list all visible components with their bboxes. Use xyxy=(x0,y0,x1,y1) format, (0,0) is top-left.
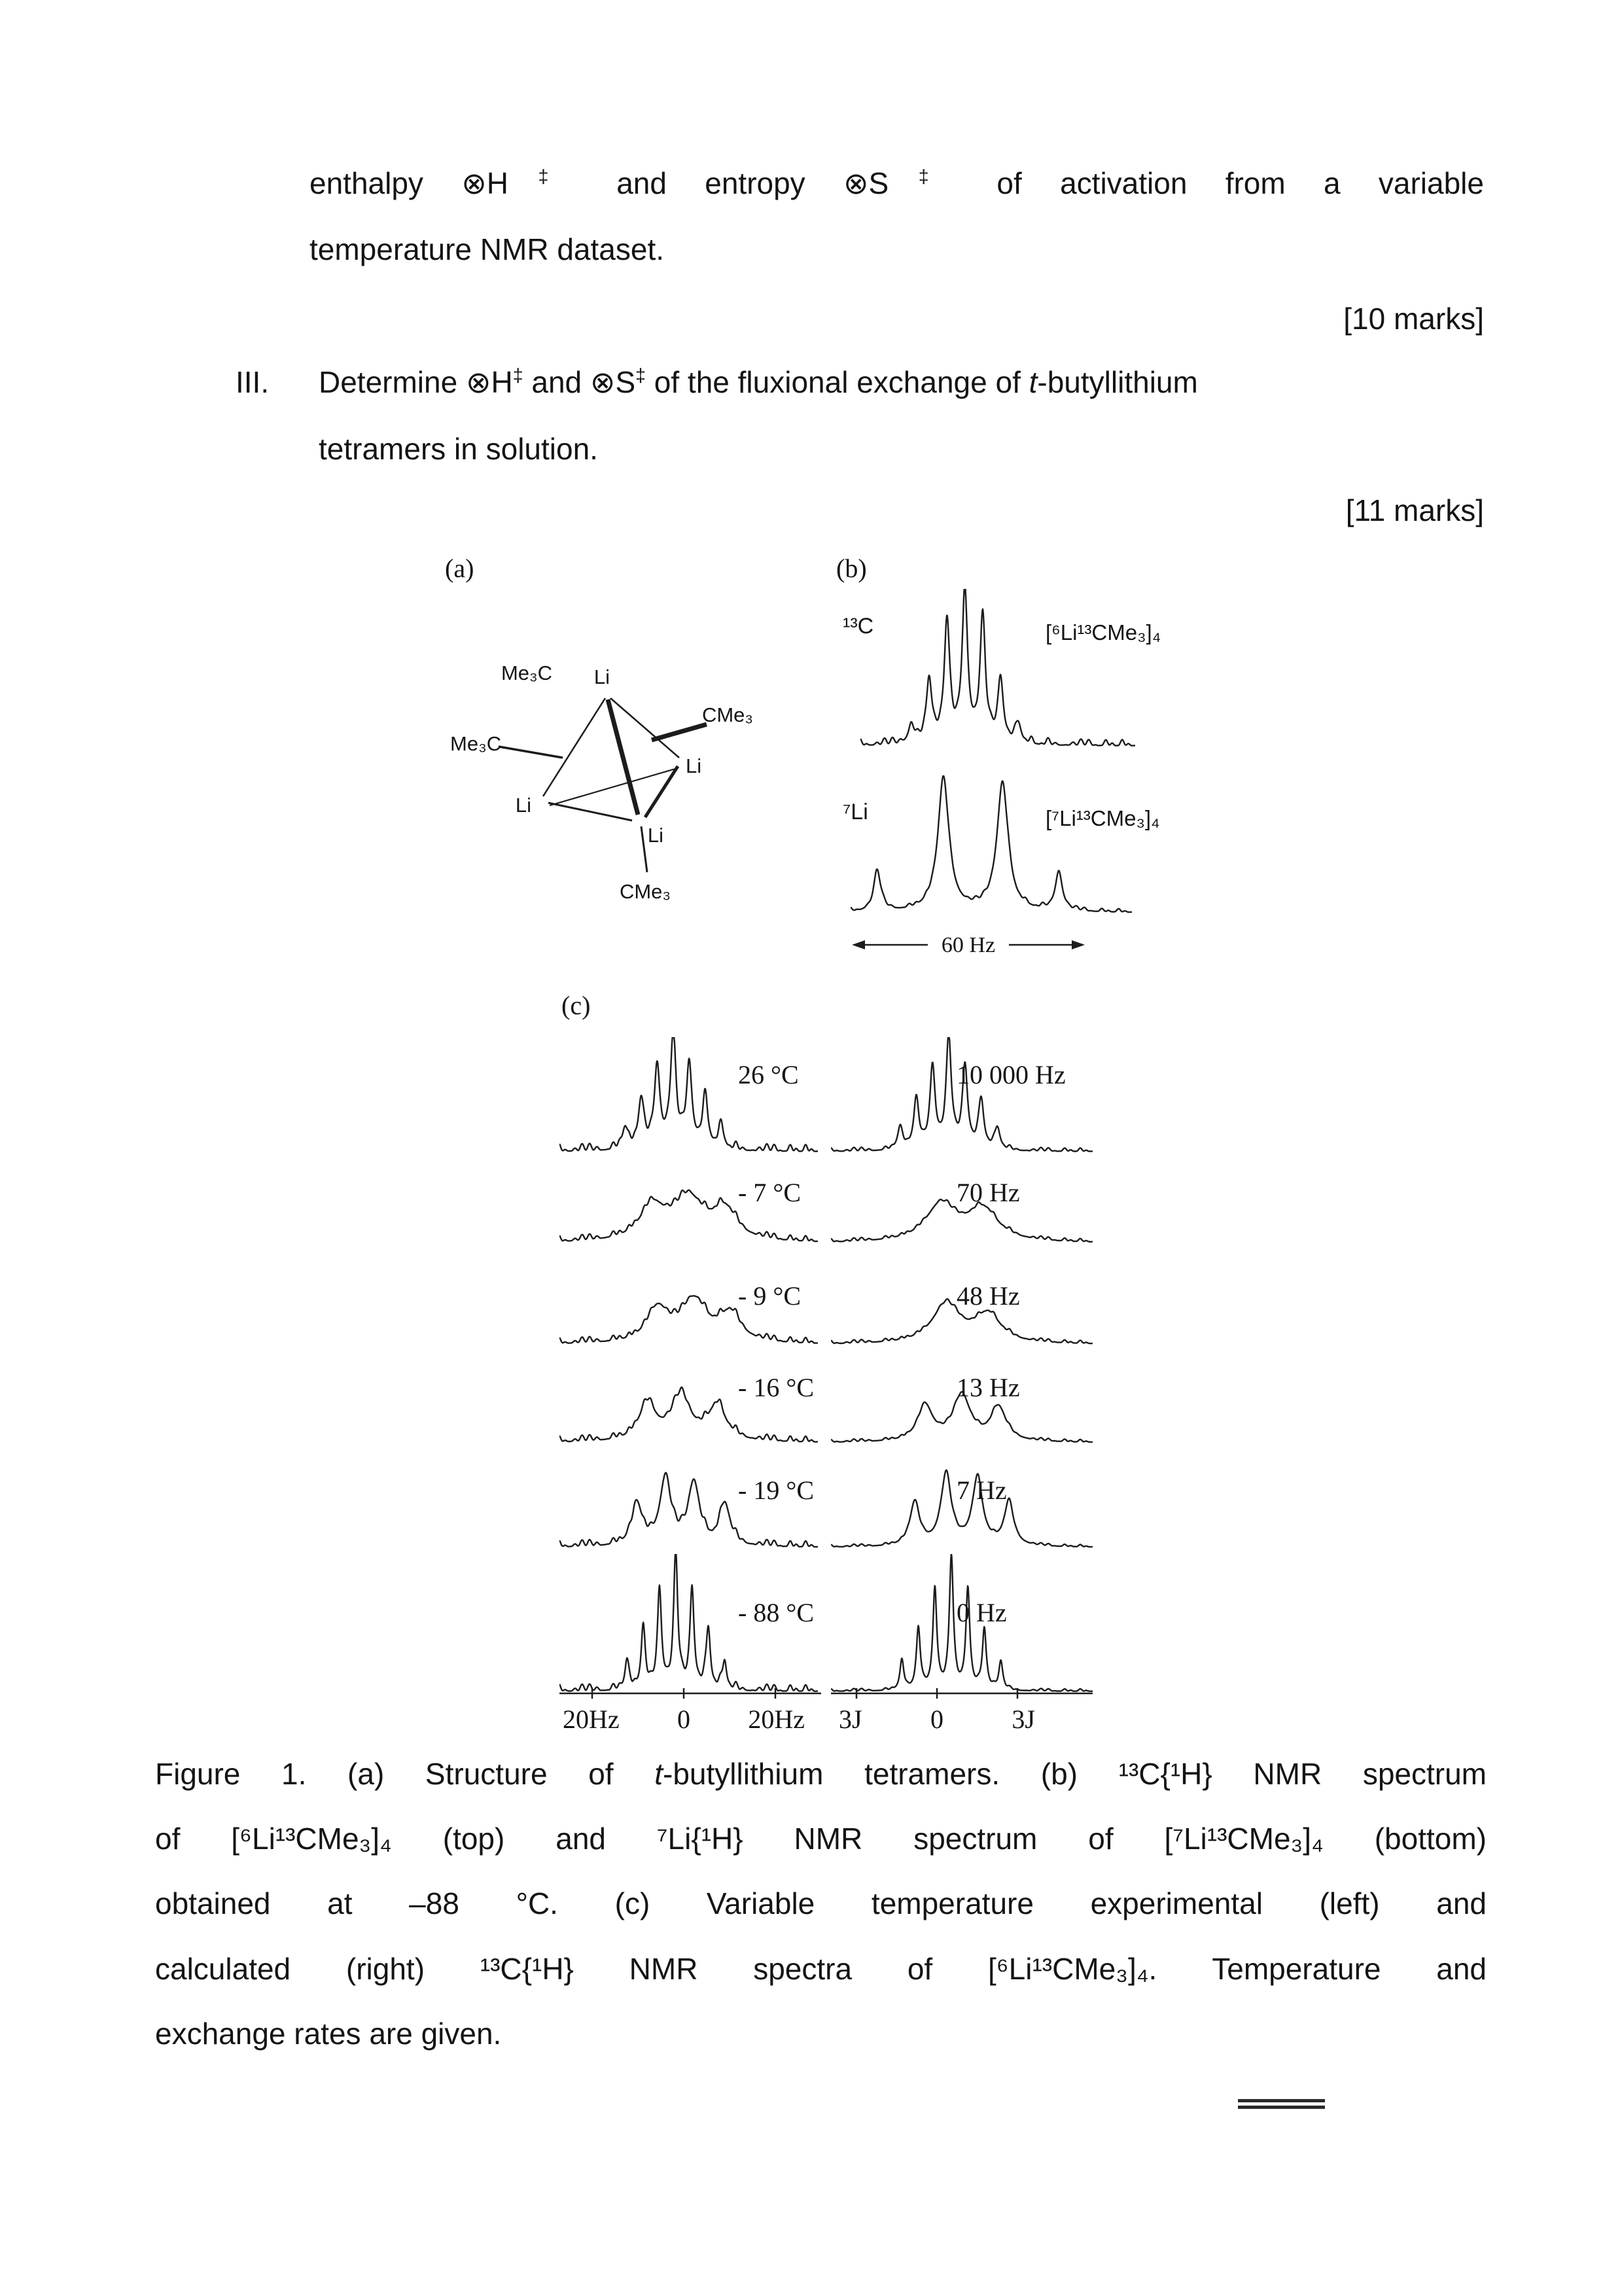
rate-label-row4: 13 Hz xyxy=(957,1373,1020,1402)
li7-compound-label: [⁷Li¹³CMe₃]₄ xyxy=(1046,806,1160,830)
axis-label-right-plus: 3J xyxy=(1012,1704,1035,1734)
structure-label-li-left: Li xyxy=(515,794,531,817)
caption-line-5: exchange rates are given. xyxy=(155,2017,502,2051)
intro-line-1: enthalpy ⊗H‡ and entropy ⊗S‡ of activation from a variable xyxy=(309,166,1484,200)
axis-label-left-plus: 20Hz xyxy=(748,1704,805,1734)
structure-label-li-top: Li xyxy=(593,665,610,688)
c13-nmr-spectrum xyxy=(860,589,1135,749)
temp-label-row6: - 88 °C xyxy=(738,1598,814,1627)
c-right-axis xyxy=(831,1687,1093,1704)
exp-spectrum-row1 xyxy=(559,1037,818,1155)
c-left-axis-labels xyxy=(563,1704,805,1735)
caption-line-2: of [⁶Li¹³CMe₃]₄ (top) and ⁷Li{¹H} NMR spectrum of [⁷Li¹³CMe₃]₄ (bottom) xyxy=(155,1822,1487,1856)
caption-line-1: Figure 1. (a) Structure of t-butyllithium tetramers. (b) ¹³C{¹H} NMR spectrum xyxy=(155,1757,1487,1791)
temp-label-row5: - 19 °C xyxy=(738,1475,814,1505)
end-of-section-rule xyxy=(1238,2099,1325,2109)
axis-label-right-zero: 0 xyxy=(930,1704,943,1734)
rate-label-row3: 48 Hz xyxy=(957,1281,1020,1311)
scale-label: 60 Hz xyxy=(941,933,996,957)
temp-label-row3: - 9 °C xyxy=(738,1281,801,1311)
marks-10: [10 marks] xyxy=(1343,302,1484,336)
c13-nucleus-label: ¹³C xyxy=(843,614,874,639)
panel-b-label: (b) xyxy=(836,554,867,583)
left-arrowhead-icon xyxy=(852,940,865,949)
structure-label-li-right: Li xyxy=(686,754,702,777)
structure-drawing xyxy=(445,651,785,926)
intro-line-2: temperature NMR dataset. xyxy=(309,232,665,266)
right-arrowhead-icon xyxy=(1072,940,1085,949)
axis-label-right-minus: 3J xyxy=(839,1704,862,1734)
li7-nucleus-label: ⁷Li xyxy=(843,800,868,824)
rate-label-row5: 7 Hz xyxy=(957,1475,1007,1505)
structure-label-me3c-left: Me₃C xyxy=(450,732,502,755)
panel-c-label: (c) xyxy=(561,991,591,1020)
structure-label-cme3-bottom: CMe₃ xyxy=(619,880,671,903)
caption-line-4: calculated (right) ¹³C{¹H} NMR spectra of [⁶Li¹³CMe₃]₄. Temperature and xyxy=(155,1952,1487,1986)
marks-11: [11 marks] xyxy=(1345,493,1484,527)
caption-line-3: obtained at –88 °C. (c) Variable temperature experimental (left) and xyxy=(155,1886,1487,1920)
item-line-1: Determine ⊗H‡ and ⊗S‡ of the fluxional exchange of t-butyllithium xyxy=(319,365,1198,399)
c13-compound-label: [⁶Li¹³CMe₃]₄ xyxy=(1046,620,1161,645)
panel-a-label: (a) xyxy=(445,554,474,583)
item-line-2: tetramers in solution. xyxy=(319,432,598,466)
rate-label-row1: 10 000 Hz xyxy=(957,1060,1066,1089)
calc-spectrum-row1 xyxy=(831,1037,1093,1155)
li7-nmr-spectrum xyxy=(851,775,1132,916)
c-right-axis-labels xyxy=(839,1704,1035,1735)
temp-label-row1: 26 °C xyxy=(738,1060,799,1089)
rate-label-row2: 70 Hz xyxy=(957,1178,1020,1207)
structure-bonds xyxy=(499,698,707,872)
c-left-axis xyxy=(559,1687,821,1704)
item-number: III. xyxy=(236,365,270,399)
scale-arrow xyxy=(851,929,1086,961)
axis-label-left-minus: 20Hz xyxy=(563,1704,620,1734)
structure-label-me3c-top: Me₃C xyxy=(501,662,553,684)
axis-label-left-zero: 0 xyxy=(677,1704,690,1734)
temp-label-row4: - 16 °C xyxy=(738,1373,814,1402)
rate-label-row6: 0 Hz xyxy=(957,1598,1007,1627)
structure-label-cme3-right: CMe₃ xyxy=(701,703,754,726)
structure-label-li-bottom: Li xyxy=(647,824,664,847)
temp-label-row2: - 7 °C xyxy=(738,1178,801,1207)
